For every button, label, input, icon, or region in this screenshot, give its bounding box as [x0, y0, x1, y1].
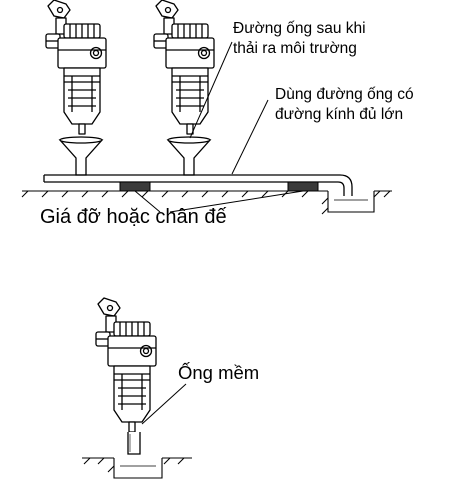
label-hose: Ống mềm	[178, 362, 260, 383]
filter-unit-bottom	[96, 298, 156, 432]
label-large-pipe-line2: đường kính đủ lớn	[275, 106, 404, 123]
filter-unit-right	[154, 0, 214, 134]
label-exhaust-pipe-line1: Đường ống sau khi	[233, 20, 366, 37]
filter-unit-left	[46, 0, 106, 134]
support-block-left	[120, 182, 150, 191]
funnel-right	[168, 140, 210, 175]
funnel-left	[60, 140, 102, 175]
label-support: Giá đỡ hoặc chân đế	[40, 206, 227, 228]
support-block-right	[288, 182, 318, 191]
ground-bottom	[82, 458, 192, 478]
label-exhaust-pipe-line2: thải ra môi trường	[233, 40, 357, 57]
label-large-pipe-line1: Dùng đường ống có	[275, 86, 414, 103]
